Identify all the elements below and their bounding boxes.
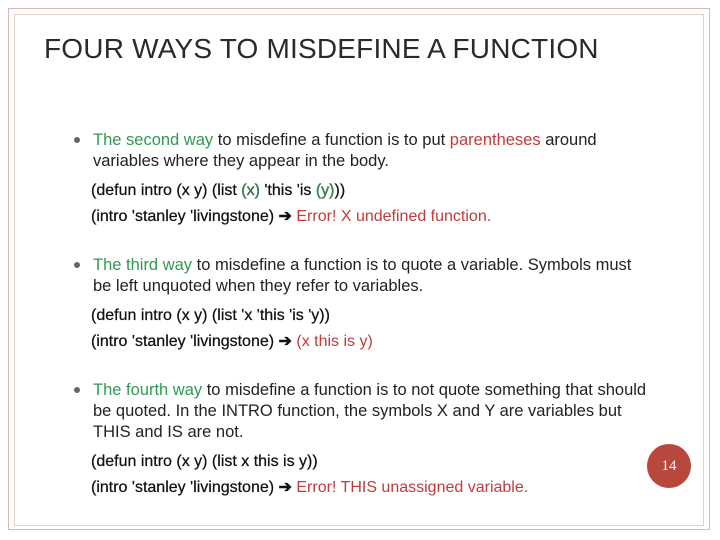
arrow-right-icon: ➔ bbox=[278, 479, 292, 496]
code-text: (intro 'stanley 'livingstone) bbox=[91, 333, 275, 350]
bullet-dot-icon bbox=[74, 387, 80, 393]
bullet-dot-icon bbox=[74, 262, 80, 268]
code-text: (intro 'stanley 'livingstone) bbox=[91, 208, 275, 225]
paragraph-text: to misdefine a function is to put bbox=[213, 131, 450, 149]
code-line-defun bbox=[91, 180, 654, 201]
highlight-text: The third way bbox=[93, 256, 193, 274]
bullet-dot-icon bbox=[74, 137, 80, 143]
code-line-call bbox=[91, 206, 654, 227]
bullet-paragraph bbox=[74, 130, 654, 172]
code-line-defun: (defun intro (x y) (list 'x 'this 'is 'y)) bbox=[91, 307, 330, 324]
paragraph-text: around variables where they appear in the body. bbox=[93, 131, 597, 170]
code-text: (defun intro (x y) (list bbox=[91, 182, 242, 199]
result-text: (x this is y) bbox=[291, 333, 373, 350]
bullet-paragraph bbox=[74, 255, 654, 297]
slide-content bbox=[74, 130, 654, 526]
result-text: Error! THIS unassigned variable. bbox=[291, 479, 529, 496]
paragraph-text: to misdefine a function is to not quote something that should be quoted. In the INTRO function, the symbols X and Y are variables but THIS and IS are not. bbox=[93, 381, 647, 441]
code-highlight: (x) bbox=[241, 182, 260, 199]
code-line-call bbox=[91, 331, 654, 352]
arrow-right-icon: ➔ bbox=[278, 208, 292, 225]
section-second-way bbox=[74, 130, 654, 227]
code-line-call bbox=[91, 477, 654, 498]
bullet-paragraph bbox=[74, 380, 654, 443]
highlight-text: The fourth way bbox=[93, 381, 203, 399]
keyword-text: parentheses bbox=[449, 131, 541, 149]
code-text: 'this 'is bbox=[259, 182, 316, 199]
page-number-badge: 14 bbox=[647, 444, 691, 488]
paragraph-text: to misdefine a function is to quote a variable. Symbols must be left unquoted when they refer to variables. bbox=[93, 256, 632, 295]
code-line-defun: (defun intro (x y) (list x this is y)) bbox=[91, 453, 318, 470]
code-text: (intro 'stanley 'livingstone) bbox=[91, 479, 275, 496]
code-highlight: (y) bbox=[315, 182, 335, 199]
code-text: )) bbox=[334, 182, 346, 199]
result-text: Error! X undefined function. bbox=[291, 208, 492, 225]
arrow-right-icon: ➔ bbox=[278, 333, 292, 350]
section-fourth-way bbox=[74, 380, 654, 498]
slide-title: FOUR WAYS TO MISDEFINE A FUNCTION bbox=[44, 33, 599, 64]
highlight-text: The second way bbox=[93, 131, 214, 149]
section-third-way bbox=[74, 255, 654, 352]
